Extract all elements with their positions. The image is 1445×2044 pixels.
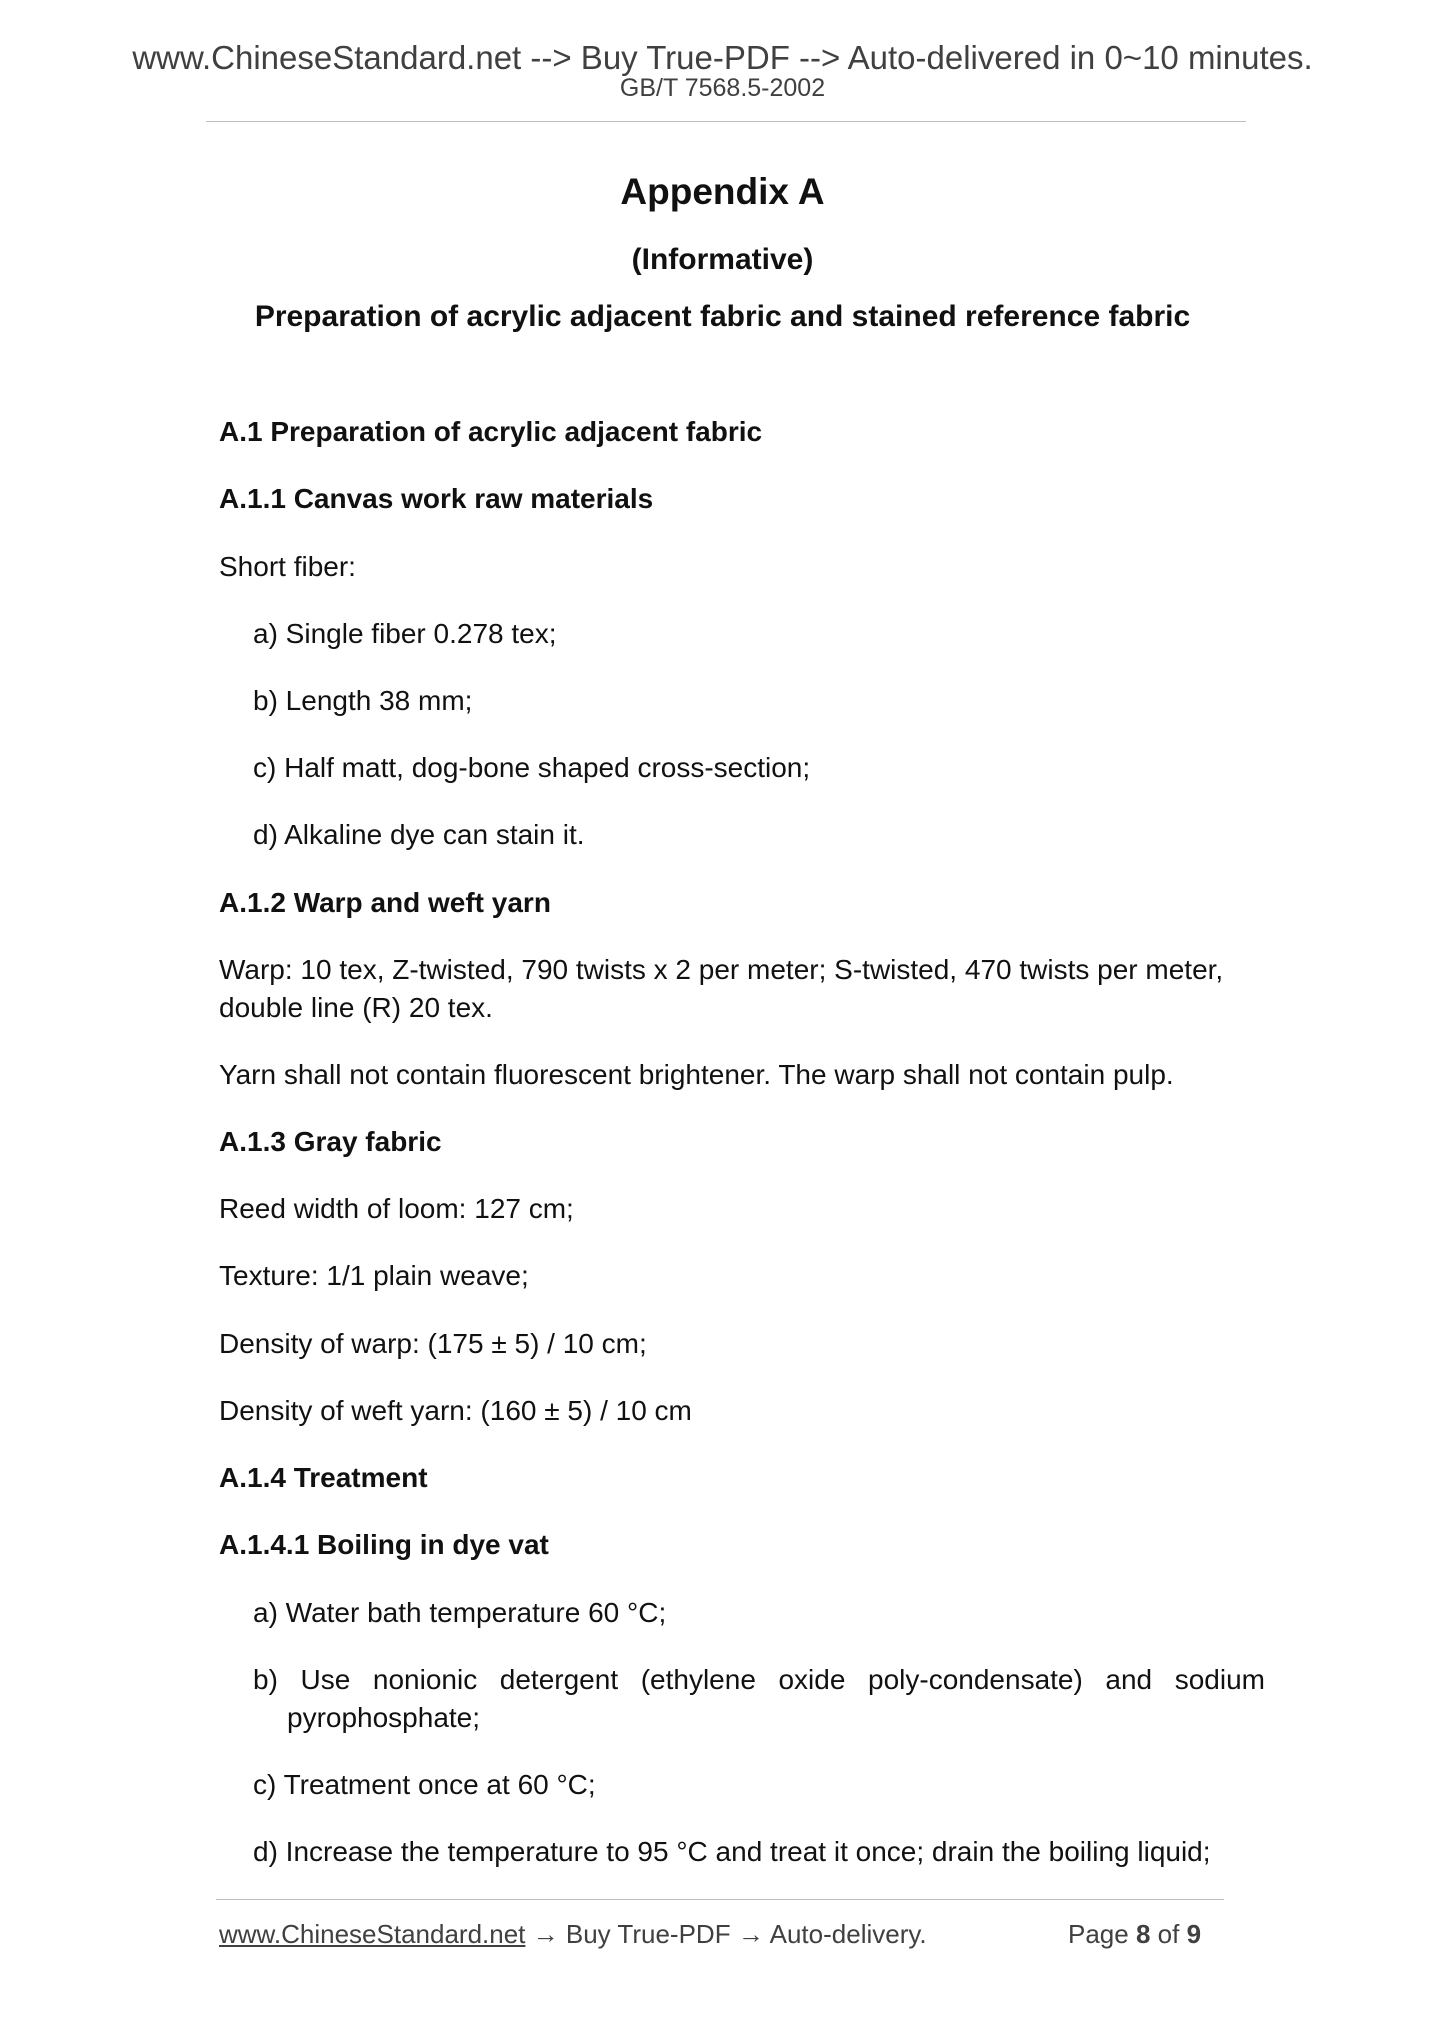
header-divider bbox=[206, 121, 1246, 122]
section-heading-a1: A.1 Preparation of acrylic adjacent fabric bbox=[219, 416, 763, 447]
footer-delivery-text: Auto-delivery. bbox=[769, 1919, 927, 1949]
standard-code: GB/T 7568.5-2002 bbox=[619, 74, 826, 102]
page-of-word: of bbox=[1157, 1919, 1180, 1949]
site-banner: www.ChineseStandard.net --> Buy True-PDF --> Auto-delivered in 0~10 minutes. bbox=[132, 39, 1313, 76]
paragraph-weft-density: Density of weft yarn: (160 ± 5) / 10 cm bbox=[219, 1395, 692, 1426]
arrow-icon: → bbox=[737, 1919, 764, 1949]
section-heading-a1-2: A.1.2 Warp and weft yarn bbox=[219, 887, 551, 918]
footer-divider bbox=[216, 1899, 1224, 1900]
page-indicator bbox=[1068, 1918, 1201, 1950]
section-heading-a1-4: A.1.4 Treatment bbox=[219, 1462, 428, 1493]
footer-site-link[interactable]: www.ChineseStandard.net bbox=[219, 1919, 526, 1949]
list-item: b) Length 38 mm; bbox=[253, 685, 473, 716]
list-item: a) Water bath temperature 60 °C; bbox=[253, 1597, 667, 1628]
list-item: d) Alkaline dye can stain it. bbox=[253, 819, 585, 850]
page-word: Page bbox=[1068, 1919, 1129, 1949]
appendix-title: Appendix A bbox=[620, 171, 825, 212]
paragraph-reed-width: Reed width of loom: 127 cm; bbox=[219, 1193, 574, 1224]
list-item: c) Half matt, dog-bone shaped cross-section; bbox=[253, 752, 811, 783]
section-heading-a1-1: A.1.1 Canvas work raw materials bbox=[219, 483, 654, 514]
list-item: b) Use nonionic detergent (ethylene oxide poly-condensate) and sodium pyrophosphate; bbox=[253, 1664, 1265, 1733]
paragraph-short-fiber: Short fiber: bbox=[219, 551, 356, 582]
paragraph-warp: Warp: 10 tex, Z-twisted, 790 twists x 2 per meter; S-twisted, 470 twists per meter, double line (R) 20 tex. bbox=[219, 954, 1224, 1023]
section-heading-a1-4-1: A.1.4.1 Boiling in dye vat bbox=[219, 1529, 549, 1560]
paragraph-texture: Texture: 1/1 plain weave; bbox=[219, 1260, 529, 1291]
list-item: a) Single fiber 0.278 tex; bbox=[253, 618, 557, 649]
appendix-heading: Preparation of acrylic adjacent fabric and stained reference fabric bbox=[254, 300, 1191, 333]
page-total: 9 bbox=[1186, 1919, 1202, 1949]
paragraph-yarn: Yarn shall not contain fluorescent brightener. The warp shall not contain pulp. bbox=[219, 1059, 1174, 1090]
paragraph-warp-density: Density of warp: (175 ± 5) / 10 cm; bbox=[219, 1328, 647, 1359]
appendix-subtitle: (Informative) bbox=[631, 243, 814, 276]
arrow-icon: → bbox=[532, 1919, 559, 1949]
list-item: c) Treatment once at 60 °C; bbox=[253, 1769, 596, 1800]
list-item: d) Increase the temperature to 95 °C and treat it once; drain the boiling liquid; bbox=[253, 1836, 1211, 1867]
footer-promo bbox=[219, 1918, 927, 1950]
footer-buy-text: Buy True-PDF bbox=[565, 1919, 731, 1949]
section-heading-a1-3: A.1.3 Gray fabric bbox=[219, 1126, 442, 1157]
page-current: 8 bbox=[1135, 1919, 1151, 1949]
